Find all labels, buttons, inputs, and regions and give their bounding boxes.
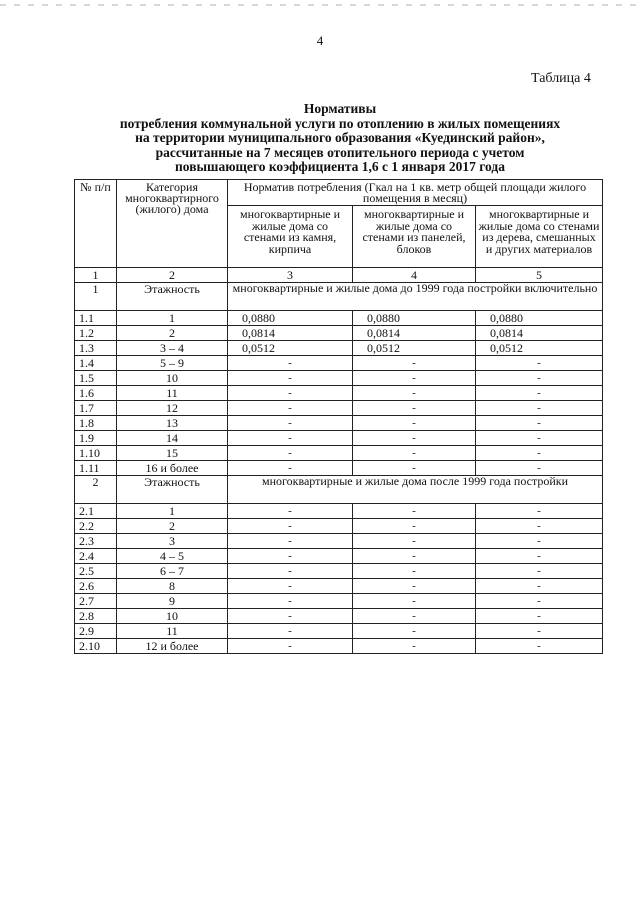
row-value-col5: -: [476, 564, 603, 579]
row-value-col3: 0,0880: [228, 311, 353, 326]
row-value-col4: -: [353, 504, 476, 519]
row-value-col5: -: [476, 356, 603, 371]
header-num: № п/п: [75, 180, 117, 268]
row-value-col3: -: [228, 639, 353, 654]
row-num: 1.7: [75, 401, 117, 416]
row-category: 8: [117, 579, 228, 594]
row-value-col5: -: [476, 386, 603, 401]
scan-edge-artifact: [0, 4, 640, 6]
row-value-col4: 0,0814: [353, 326, 476, 341]
row-category: 10: [117, 371, 228, 386]
table-row: [75, 416, 603, 431]
section-description: многоквартирные и жилые дома после 1999 года постройки: [228, 476, 603, 504]
row-num: 2.4: [75, 549, 117, 564]
header-col4: многоквартирные и жилые дома со стенами из панелей, блоков: [353, 206, 476, 268]
row-value-col4: 0,0512: [353, 341, 476, 356]
row-num: 1.10: [75, 446, 117, 461]
row-value-col5: 0,0512: [476, 341, 603, 356]
row-value-col5: -: [476, 594, 603, 609]
row-category: 15: [117, 446, 228, 461]
row-value-col3: -: [228, 356, 353, 371]
row-value-col4: -: [353, 579, 476, 594]
row-num: 1.8: [75, 416, 117, 431]
row-num: 1.11: [75, 461, 117, 476]
row-value-col4: -: [353, 386, 476, 401]
column-number: 1: [75, 268, 117, 283]
row-category: 3 – 4: [117, 341, 228, 356]
row-category: 16 и более: [117, 461, 228, 476]
row-value-col3: -: [228, 519, 353, 534]
table-row: [75, 326, 603, 341]
row-category: 14: [117, 431, 228, 446]
table-row: [75, 311, 603, 326]
row-value-col3: 0,0814: [228, 326, 353, 341]
row-value-col5: -: [476, 609, 603, 624]
table-row: [75, 564, 603, 579]
table-row: [75, 549, 603, 564]
row-value-col5: -: [476, 446, 603, 461]
row-category: 12: [117, 401, 228, 416]
table-row: [75, 461, 603, 476]
row-category: 12 и более: [117, 639, 228, 654]
section-row: [75, 283, 603, 311]
column-number: 3: [228, 268, 353, 283]
row-category: 3: [117, 534, 228, 549]
row-value-col4: -: [353, 371, 476, 386]
row-value-col4: -: [353, 431, 476, 446]
row-value-col5: -: [476, 401, 603, 416]
row-value-col4: -: [353, 534, 476, 549]
table-row: [75, 609, 603, 624]
table-row: [75, 371, 603, 386]
row-value-col5: -: [476, 519, 603, 534]
title-line: повышающего коэффициента 1,6 с 1 января 2017 года: [175, 159, 505, 174]
row-value-col4: -: [353, 639, 476, 654]
row-category: 5 – 9: [117, 356, 228, 371]
table-row: [75, 639, 603, 654]
title-line: на территории муниципального образования «Куединский район»,: [135, 130, 545, 145]
table-label: Таблица 4: [531, 71, 591, 86]
row-category: 1: [117, 504, 228, 519]
row-category: 13: [117, 416, 228, 431]
row-value-col5: -: [476, 431, 603, 446]
row-num: 1.6: [75, 386, 117, 401]
row-category: 11: [117, 624, 228, 639]
row-value-col5: -: [476, 461, 603, 476]
table-row: [75, 341, 603, 356]
row-value-col5: -: [476, 416, 603, 431]
row-num: 2.3: [75, 534, 117, 549]
table-row: [75, 386, 603, 401]
table-row: [75, 519, 603, 534]
row-value-col5: -: [476, 624, 603, 639]
row-category: 4 – 5: [117, 549, 228, 564]
row-value-col3: -: [228, 431, 353, 446]
row-category: 11: [117, 386, 228, 401]
row-value-col5: -: [476, 549, 603, 564]
row-value-col4: -: [353, 356, 476, 371]
title-line: Нормативы: [303, 101, 377, 116]
column-number: 2: [117, 268, 228, 283]
row-num: 2.5: [75, 564, 117, 579]
row-value-col3: -: [228, 609, 353, 624]
header-category: Категория многоквартирного (жилого) дома: [117, 180, 228, 268]
row-value-col5: -: [476, 504, 603, 519]
table-row: [75, 594, 603, 609]
table-row: [75, 579, 603, 594]
table-row: [75, 504, 603, 519]
table-row: [75, 431, 603, 446]
row-num: 1.9: [75, 431, 117, 446]
row-num: 2.10: [75, 639, 117, 654]
row-value-col3: -: [228, 416, 353, 431]
row-num: 2.7: [75, 594, 117, 609]
row-category: 1: [117, 311, 228, 326]
row-num: 1.4: [75, 356, 117, 371]
row-value-col4: -: [353, 564, 476, 579]
row-value-col3: -: [228, 549, 353, 564]
row-value-col4: -: [353, 519, 476, 534]
section-row: [75, 476, 603, 504]
row-value-col3: -: [228, 534, 353, 549]
row-num: 2.1: [75, 504, 117, 519]
table-row: [75, 534, 603, 549]
row-value-col5: -: [476, 639, 603, 654]
row-value-col3: -: [228, 401, 353, 416]
row-value-col5: -: [476, 371, 603, 386]
row-value-col4: -: [353, 416, 476, 431]
row-value-col4: -: [353, 624, 476, 639]
header-norm: Норматив потребления (Гкал на 1 кв. метр общей площади жилого помещения в месяц): [228, 180, 603, 206]
document-title: [60, 102, 620, 175]
title-line: рассчитанные на 7 месяцев отопительного периода с учетом: [155, 144, 525, 160]
row-num: 2.6: [75, 579, 117, 594]
title-line: потребления коммунальной услуги по отоплению в жилых помещениях: [119, 115, 561, 131]
row-value-col4: -: [353, 609, 476, 624]
row-value-col5: 0,0880: [476, 311, 603, 326]
norms-table: [74, 179, 603, 654]
section-num: 1: [75, 283, 117, 311]
row-category: 2: [117, 519, 228, 534]
row-value-col5: 0,0814: [476, 326, 603, 341]
row-value-col4: -: [353, 401, 476, 416]
row-value-col3: -: [228, 461, 353, 476]
column-number-row: [75, 268, 603, 283]
column-number: 5: [476, 268, 603, 283]
row-num: 2.8: [75, 609, 117, 624]
section-category: Этажность: [117, 476, 228, 504]
row-value-col3: -: [228, 371, 353, 386]
row-num: 1.5: [75, 371, 117, 386]
row-category: 9: [117, 594, 228, 609]
row-value-col4: -: [353, 594, 476, 609]
row-num: 2.9: [75, 624, 117, 639]
row-value-col4: 0,0880: [353, 311, 476, 326]
table-row: [75, 624, 603, 639]
table-row: [75, 446, 603, 461]
section-category: Этажность: [117, 283, 228, 311]
row-value-col3: 0,0512: [228, 341, 353, 356]
row-value-col3: -: [228, 564, 353, 579]
header-col5: многоквартирные и жилые дома со стенами из дерева, смешанных и других материалов: [476, 206, 603, 268]
row-value-col4: -: [353, 461, 476, 476]
row-num: 2.2: [75, 519, 117, 534]
row-value-col3: -: [228, 579, 353, 594]
row-category: 10: [117, 609, 228, 624]
row-num: 1.3: [75, 341, 117, 356]
row-category: 6 – 7: [117, 564, 228, 579]
table-row: [75, 356, 603, 371]
page-number: 4: [316, 33, 324, 48]
row-value-col4: -: [353, 446, 476, 461]
row-category: 2: [117, 326, 228, 341]
norms-table-body: [75, 180, 603, 654]
row-num: 1.1: [75, 311, 117, 326]
header-col3: многоквартирные и жилые дома со стенами из камня, кирпича: [228, 206, 353, 268]
row-value-col5: -: [476, 534, 603, 549]
row-num: 1.2: [75, 326, 117, 341]
row-value-col3: -: [228, 446, 353, 461]
section-description: многоквартирные и жилые дома до 1999 года постройки включительно: [228, 283, 603, 311]
row-value-col4: -: [353, 549, 476, 564]
header-row: [75, 180, 603, 206]
row-value-col3: -: [228, 624, 353, 639]
section-num: 2: [75, 476, 117, 504]
row-value-col3: -: [228, 504, 353, 519]
row-value-col3: -: [228, 594, 353, 609]
row-value-col5: -: [476, 579, 603, 594]
table-row: [75, 401, 603, 416]
column-number: 4: [353, 268, 476, 283]
row-value-col3: -: [228, 386, 353, 401]
